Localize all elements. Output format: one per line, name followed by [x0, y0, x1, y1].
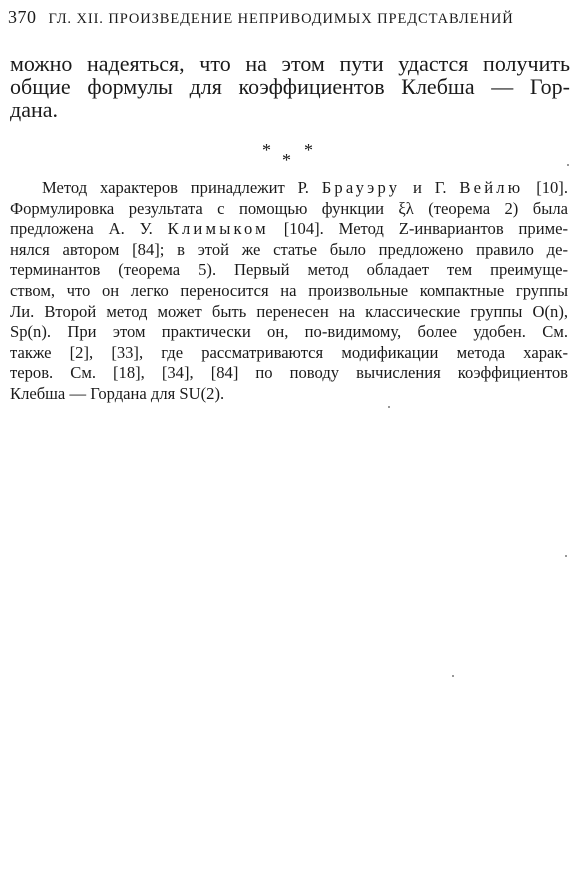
note-line: Формулировка результата с помощью функции ξλ (теорема 2) была: [10, 198, 568, 218]
note-line: Клебша — Гордана для SU(2).: [10, 383, 225, 403]
scan-speck: [388, 406, 390, 408]
note-line: теров. См. [18], [34], [84] по поводу вычисления коэффициентов: [10, 363, 568, 383]
note-line: [10, 178, 568, 199]
note-text: Метод характеров принадлежит Р.: [42, 178, 322, 197]
note-text: [10].: [523, 178, 568, 197]
running-head: ГЛ. XII. ПРОИЗВЕДЕНИЕ НЕПРИВОДИМЫХ ПРЕДСТАВЛЕНИЙ: [48, 11, 514, 27]
spaced-name: Брауэру: [321, 178, 401, 197]
main-text-line: дана.: [10, 97, 58, 122]
scan-speck: [565, 555, 567, 557]
main-text-line: общие формулы для коэффициентов Клебша — Гор-: [10, 74, 570, 99]
separator-star: *: [262, 140, 271, 160]
note-line: также [2], [33], где рассматриваются модификации метода харак-: [10, 342, 568, 362]
section-separator: [258, 140, 318, 170]
note-line: нялся автором [84]; в этой же статье было предложено правило де-: [10, 239, 568, 259]
scan-speck: [452, 675, 454, 677]
note-line: терминантов (теорема 5). Первый метод обладает тем преимуще-: [10, 260, 568, 280]
main-text-line: можно надеяться, что на этом пути удастся получить: [10, 51, 570, 76]
note-line: ством, что он легко переносится на произвольные компактные группы: [10, 280, 568, 300]
spaced-name: Вейлю: [459, 178, 524, 197]
spaced-name: Климыком: [167, 219, 269, 239]
separator-star: *: [304, 140, 313, 160]
separator-star: *: [282, 150, 291, 170]
scan-speck: [567, 164, 569, 166]
note-line: [10, 219, 568, 240]
note-text: и Г.: [400, 178, 460, 197]
note-text: [104]. Метод Z-инвариантов приме-: [268, 219, 568, 239]
page-header: [8, 7, 568, 31]
main-paragraph: [10, 52, 570, 121]
page-number: 370: [8, 7, 37, 27]
bibliographic-note: [10, 178, 568, 405]
note-text: предложена А. У.: [10, 219, 168, 239]
note-line: Ли. Второй метод может быть перенесен на классические группы O(n),: [10, 301, 568, 321]
note-line: Sp(n). При этом практически он, по-видимому, более удобен. См.: [10, 322, 568, 342]
